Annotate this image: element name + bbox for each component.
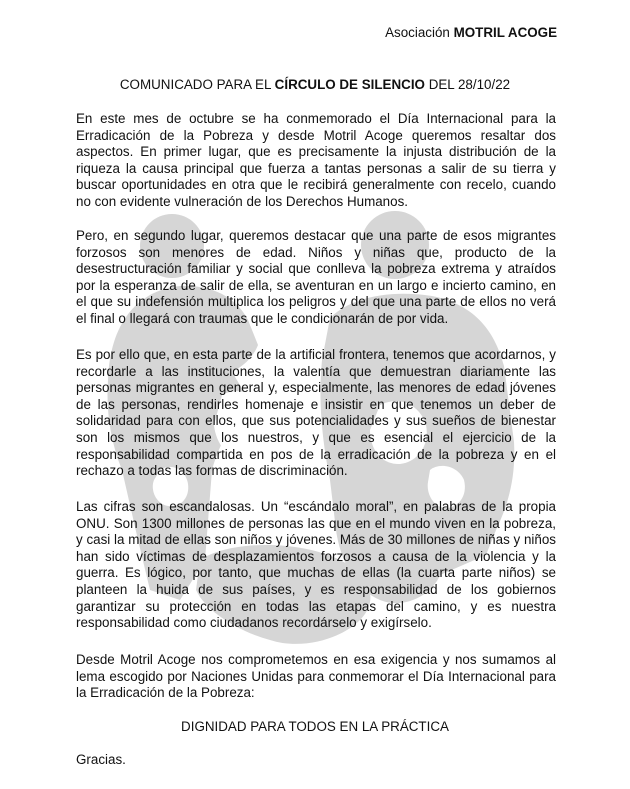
title-date: DEL 28/10/22: [428, 77, 511, 92]
motto: DIGNIDAD PARA TODOS EN LA PRÁCTICA: [181, 719, 449, 734]
paragraph-commitment: Desde Motril Acoge nos comprometemos en esa exigencia y nos sumamos al lema escogido por Naciones Unidas para conmemorar el Día Internacional para la Erradicación de la Pobreza:: [76, 652, 556, 701]
header-org-prefix: Asociación: [385, 25, 450, 40]
title-prefix: COMUNICADO PARA EL: [119, 77, 271, 92]
paragraph-solidarity: Es por ello que, en esta parte de la artificial frontera, tenemos que acordarnos, y recordarle a las instituciones, la valentía que demuestran diariamente las personas migrantes en general y, especialmente, las menores de edad jóvenes de las personas, rendirles homenaje e insistir en que tenemos un deber de solidaridad para con ellos, que sus potencialidades y sus sueños de bienestar son los mismos que los nuestros, y que es esencial el ejercicio de la responsabilidad compartida en pos de la erradicación de la pobreza y en el rechazo a todas las formas de discriminación.: [76, 347, 556, 479]
header-organization: [385, 25, 557, 42]
paragraph-intro: En este mes de octubre se ha conmemorado el Día Internacional para la Erradicación de la Pobreza y desde Motril Acoge queremos resaltar dos aspectos. En primer lugar, que es precisamente la injusta distribución de la riqueza la causa principal que fuerza a tantas personas a salir de su tierra y buscar oportunidades en otra que le recibirá generalmente con recelo, cuando no con evidente vulneración de los Derechos Humanos.: [76, 111, 556, 209]
paragraph-minors: Pero, en segundo lugar, queremos destacar que una parte de esos migrantes forzosos son menores de edad. Niños y niñas que, producto de la desestructuración familiar y social que conlleva la pobreza extrema y atraídos por la esperanza de salir de ella, se aventuran en un largo e incierto camino, en el que su indefensión multiplica los peligros y del que una parte de ellos no verá el final o llegará con traumas que le condicionarán de por vida.: [76, 228, 556, 326]
document-title: [0, 77, 630, 94]
paragraph-figures: Las cifras son escandalosas. Un “escándalo moral”, en palabras de la propia ONU. Son 1300 millones de personas las que en el mundo viven en la pobreza, y casi la mitad de ellas son niños y jóvenes. Más de 30 millones de niñas y niños han sido víctimas de desplazamientos forzosos a causa de la violencia y la guerra. Es lógico, por tanto, que muchas de ellas (la cuarta parte niños) se planteen la huida de sus países, y es responsabilidad de los gobiernos garantizar su protección en todas las etapas del camino, y es nuestra responsabilidad como ciudadanos recordárselo y exigírselo.: [76, 499, 556, 631]
closing-thanks: Gracias.: [76, 752, 126, 767]
title-event: CÍRCULO DE SILENCIO: [274, 77, 425, 92]
header-org-name: MOTRIL ACOGE: [453, 25, 557, 40]
